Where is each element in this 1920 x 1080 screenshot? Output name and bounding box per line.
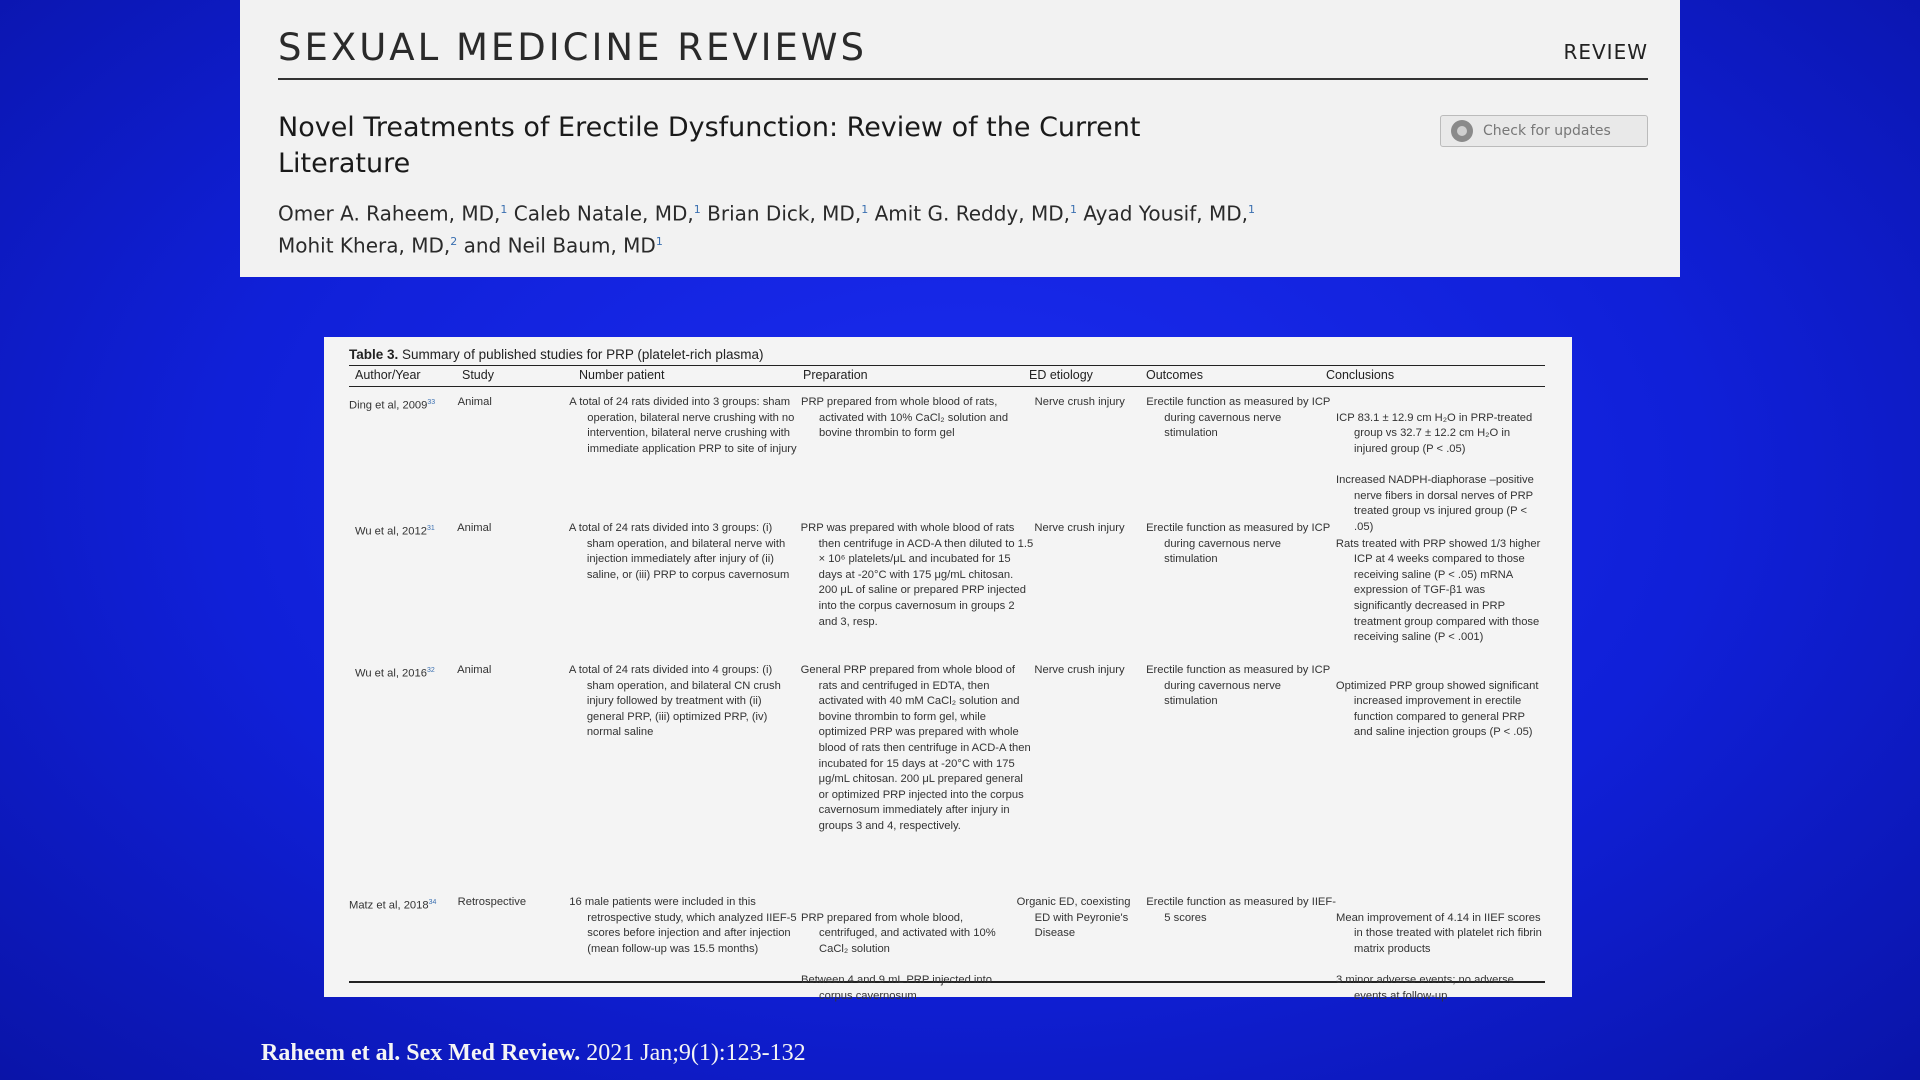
author-year: Wu et al, 2012 <box>355 525 427 538</box>
preparation-item: Between 4 and 9 mL PRP injected into corpus cavernosum <box>801 973 992 1002</box>
preparation-cell <box>801 895 1017 1002</box>
author-year: Wu et al, 2016 <box>355 667 427 680</box>
article-type-label: REVIEW <box>1563 40 1648 64</box>
reference-mark: 32 <box>426 667 435 674</box>
etiology-cell: Organic ED, coexisting ED with Peyronie's Disease <box>1016 896 1131 940</box>
conclusions-cell <box>1336 895 1545 1002</box>
outcomes-cell: Erectile function as measured by ICP during cavernous nerve stimulation <box>1146 396 1331 440</box>
check-updates-icon <box>1451 120 1473 142</box>
column-header-conclusions: Conclusions <box>1326 368 1395 383</box>
column-header-study: Study <box>462 368 494 383</box>
journal-name: SEXUAL MEDICINE REVIEWS <box>278 26 868 69</box>
table-caption-label: Table 3. <box>349 347 399 362</box>
number-cell: A total of 24 rats divided into 3 groups: (i) sham operation, and bilateral nerve with injection immediately after injury of (ii) saline, or (iii) PRP to corpus cavernosum <box>568 522 790 581</box>
affiliation-mark[interactable]: 1 <box>655 234 663 248</box>
author: Caleb Natale, MD, <box>513 201 694 226</box>
outcomes-cell: Erectile function as measured by ICP during cavernous nerve stimulation <box>1146 664 1330 708</box>
author: and Neil Baum, MD <box>463 233 656 258</box>
column-header-author: Author/Year <box>355 368 421 383</box>
affiliation-mark[interactable]: 1 <box>693 203 701 216</box>
affiliation-mark[interactable]: 1 <box>1248 203 1255 216</box>
column-header-outcomes: Outcomes <box>1146 368 1203 383</box>
table-caption-text: Summary of published studies for PRP (platelet-rich plasma) <box>402 347 764 362</box>
author-cell <box>349 521 457 655</box>
conclusions-cell <box>1336 395 1545 533</box>
studies-table <box>349 365 1545 1002</box>
conclusions-cell <box>1336 663 1545 887</box>
conclusion-item: Rats treated with PRP showed 1/3 higher ICP at 4 weeks compared to those receiving saline (P < .05) mRNA expression of TGF-β1 was significantly decreased in PRP treatment group compared with those receiving saline (P < .001) <box>1335 537 1541 644</box>
number-cell: 16 male patients were included in this retrospective study, which analyzed IIEF-5 scores before injection and after injection (mean follow-up was 15.5 months) <box>569 896 797 955</box>
conclusions-cell <box>1336 521 1545 655</box>
author: Omer A. Raheem, MD, <box>278 201 501 226</box>
check-for-updates-button[interactable] <box>1440 115 1648 147</box>
conclusion-item: Increased NADPH-diaphorase –positive nerve fibers in dorsal nerves of PRP treated group vs injured group (P < .05) <box>1336 473 1534 533</box>
reference-mark: 31 <box>426 525 435 532</box>
citation <box>261 1040 806 1067</box>
etiology-cell: Nerve crush injury <box>1034 396 1125 408</box>
author: Amit G. Reddy, MD, <box>874 201 1070 226</box>
number-cell: A total of 24 rats divided into 4 groups: (i) sham operation, and bilateral CN crush injury followed by treatment with (ii) general PRP, (iii) optimized PRP, (iv) normal saline <box>568 664 781 739</box>
article-header <box>240 0 1680 277</box>
author-year: Ding et al, 2009 <box>349 399 428 412</box>
column-header-preparation: Preparation <box>803 368 868 383</box>
number-cell: A total of 24 rats divided into 3 groups: sham operation, bilateral nerve crushing with no intervention, bilateral nerve crushing with immediate application PRP to site of injury <box>569 396 797 455</box>
study-cell: Animal <box>457 664 492 676</box>
author-cell <box>349 895 458 981</box>
prp-table-panel <box>324 337 1572 1002</box>
author: Mohit Khera, MD, <box>278 233 451 258</box>
author-list <box>278 196 1428 259</box>
outcomes-cell: Erectile function as measured by ICP during cavernous nerve stimulation <box>1146 522 1330 566</box>
article-title: Novel Treatments of Erectile Dysfunction: Review of the Current Literature <box>278 112 1141 179</box>
affiliation-mark[interactable]: 2 <box>450 234 458 248</box>
table-row <box>349 887 1545 1002</box>
author: Brian Dick, MD, <box>707 201 862 226</box>
author-year: Matz et al, 2018 <box>349 899 429 912</box>
table-caption <box>349 347 763 362</box>
header-divider <box>278 78 1648 80</box>
preparation-cell: PRP was prepared with whole blood of rats then centrifuge in ACD-A then diluted to 1.5 × 10⁶ platelets/μL and incubated for 15 days at -20°C with 175 μg/mL chitosan. 200 μL of saline or prepared PRP injected into the corpus cavernosum in groups 2 and 3, resp. <box>800 522 1034 628</box>
affiliation-mark[interactable]: 1 <box>861 203 869 216</box>
study-cell: Animal <box>457 522 492 534</box>
table-row <box>349 513 1545 655</box>
check-updates-label: Check for updates <box>1483 123 1611 139</box>
citation-details: 2021 Jan;9(1):123-132 <box>580 1040 806 1066</box>
conclusion-item: 3 minor adverse events; no adverse events at follow-up <box>1336 973 1514 1002</box>
etiology-cell: Nerve crush injury <box>1034 522 1125 534</box>
conclusion-item: Optimized PRP group showed significant increased improvement in erectile function compared to general PRP and saline injection groups (P < .05) <box>1335 679 1539 739</box>
author: Ayad Yousif, MD, <box>1083 201 1248 226</box>
citation-source: Raheem et al. Sex Med Review. <box>261 1040 581 1066</box>
author-cell <box>349 395 458 513</box>
conclusion-item: ICP 83.1 ± 12.9 cm H₂O in PRP-treated group vs 32.7 ± 12.2 cm H₂O in injured group (P < .05) <box>1336 411 1533 455</box>
column-header-etiology: ED etiology <box>1029 368 1093 383</box>
column-header-number: Number patient <box>579 368 665 383</box>
affiliation-mark[interactable]: 1 <box>1069 203 1077 216</box>
preparation-cell: General PRP prepared from whole blood of rats and centrifuged in EDTA, then activated with 40 mM CaCl₂ solution and bovine thrombin to form gel, while optimized PRP was prepared with whole blood of rats then centrifuge in ACD-A then incubated for 15 days at -20°C with 175 μg/mL chitosan. 200 μL prepared general or optimized PRP injected into the corpus cavernosum immediately after injury in groups 3 and 4, respectively. <box>800 664 1031 832</box>
conclusion-item: Mean improvement of 4.14 in IIEF scores in those treated with platelet rich fibrin matrix products <box>1336 911 1542 955</box>
table-row <box>349 655 1545 887</box>
table-header-row <box>349 366 1545 387</box>
outcomes-cell: Erectile function as measured by IIEF-5 scores <box>1146 896 1336 924</box>
reference-mark: 33 <box>427 399 436 406</box>
reference-mark: 34 <box>428 899 437 906</box>
affiliation-mark[interactable]: 1 <box>500 203 508 216</box>
study-cell: Retrospective <box>457 896 527 908</box>
study-cell: Animal <box>457 396 492 408</box>
preparation-item: PRP prepared from whole blood, centrifuged, and activated with 10% CaCl₂ solution <box>801 911 996 955</box>
preparation-cell: PRP prepared from whole blood of rats, activated with 10% CaCl₂ solution and bovine thrombin to form gel <box>801 396 1009 440</box>
author-cell <box>349 663 457 887</box>
etiology-cell: Nerve crush injury <box>1034 664 1125 676</box>
